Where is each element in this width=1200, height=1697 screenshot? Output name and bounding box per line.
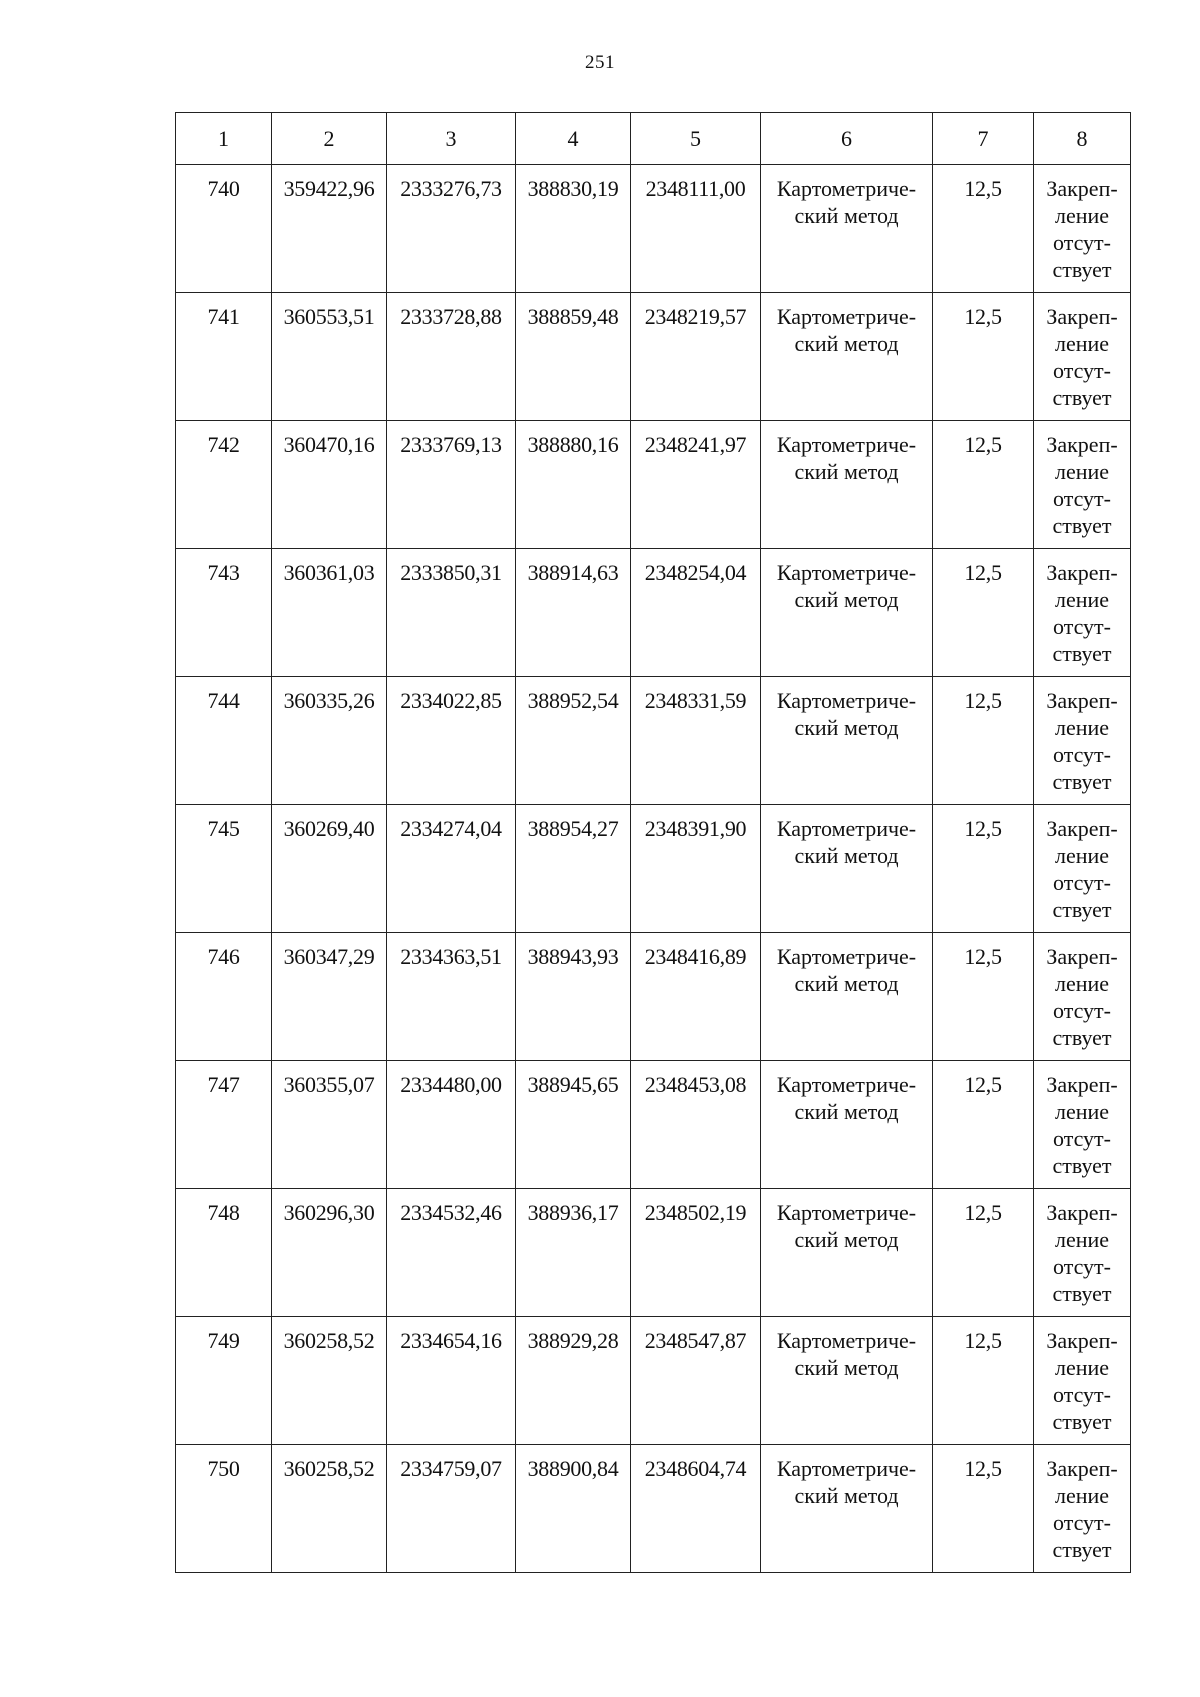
coordinate-cell: 2348254,04 xyxy=(631,549,761,677)
coordinate-cell: 360269,40 xyxy=(272,805,387,933)
column-header: 8 xyxy=(1034,113,1131,165)
column-header: 7 xyxy=(933,113,1034,165)
method-cell xyxy=(761,933,933,1061)
column-header: 3 xyxy=(387,113,516,165)
coordinate-cell: 388900,84 xyxy=(516,1445,631,1573)
method-cell xyxy=(761,677,933,805)
accuracy-cell: 12,5 xyxy=(933,165,1034,293)
fixing-cell xyxy=(1034,933,1131,1061)
coordinate-cell: 2348547,87 xyxy=(631,1317,761,1445)
column-header: 1 xyxy=(176,113,272,165)
fixing-cell xyxy=(1034,805,1131,933)
fixing-cell-text: Закреп- ление отсут- ствует xyxy=(1046,176,1118,282)
method-cell-text: Картометриче- ский метод xyxy=(776,944,917,996)
coordinate-cell: 2333276,73 xyxy=(387,165,516,293)
coordinate-cell: 360347,29 xyxy=(272,933,387,1061)
method-cell-text: Картометриче- ский метод xyxy=(776,1200,917,1252)
table-header-row xyxy=(176,113,1131,165)
method-cell-text: Картометриче- ский метод xyxy=(776,816,917,868)
method-cell-text: Картометриче- ский метод xyxy=(776,176,917,228)
fixing-cell-text: Закреп- ление отсут- ствует xyxy=(1046,816,1118,922)
coordinate-cell: 2333728,88 xyxy=(387,293,516,421)
coordinate-cell: 360355,07 xyxy=(272,1061,387,1189)
fixing-cell-text: Закреп- ление отсут- ствует xyxy=(1046,1072,1118,1178)
table-row xyxy=(176,1317,1131,1445)
accuracy-cell: 12,5 xyxy=(933,1061,1034,1189)
table-row xyxy=(176,549,1131,677)
coordinate-cell: 2348502,19 xyxy=(631,1189,761,1317)
method-cell-text: Картометриче- ский метод xyxy=(776,432,917,484)
method-cell xyxy=(761,549,933,677)
point-number-cell: 745 xyxy=(176,805,272,933)
coordinate-cell: 360258,52 xyxy=(272,1317,387,1445)
coordinate-cell: 2348416,89 xyxy=(631,933,761,1061)
coordinate-cell: 388830,19 xyxy=(516,165,631,293)
accuracy-cell: 12,5 xyxy=(933,933,1034,1061)
table-row xyxy=(176,165,1131,293)
coordinate-cell: 388929,28 xyxy=(516,1317,631,1445)
method-cell xyxy=(761,165,933,293)
coordinate-cell: 2348331,59 xyxy=(631,677,761,805)
method-cell-text: Картометриче- ский метод xyxy=(776,1328,917,1380)
fixing-cell-text: Закреп- ление отсут- ствует xyxy=(1046,944,1118,1050)
accuracy-cell: 12,5 xyxy=(933,1317,1034,1445)
table-body xyxy=(176,165,1131,1573)
method-cell-text: Картометриче- ский метод xyxy=(776,560,917,612)
point-number-cell: 741 xyxy=(176,293,272,421)
coordinate-cell: 388945,65 xyxy=(516,1061,631,1189)
method-cell-text: Картометриче- ский метод xyxy=(776,688,917,740)
point-number-cell: 740 xyxy=(176,165,272,293)
method-cell-text: Картометриче- ский метод xyxy=(776,1072,917,1124)
table-row xyxy=(176,1445,1131,1573)
coordinate-cell: 360296,30 xyxy=(272,1189,387,1317)
table-row xyxy=(176,293,1131,421)
coordinate-cell: 359422,96 xyxy=(272,165,387,293)
method-cell-text: Картометриче- ский метод xyxy=(776,304,917,356)
fixing-cell xyxy=(1034,1317,1131,1445)
fixing-cell xyxy=(1034,293,1131,421)
fixing-cell-text: Закреп- ление отсут- ствует xyxy=(1046,432,1118,538)
column-header: 6 xyxy=(761,113,933,165)
table-row xyxy=(176,805,1131,933)
table-row xyxy=(176,933,1131,1061)
page-number: 251 xyxy=(585,52,615,73)
coordinate-cell: 388954,27 xyxy=(516,805,631,933)
fixing-cell-text: Закреп- ление отсут- ствует xyxy=(1046,560,1118,666)
coordinate-cell: 2334654,16 xyxy=(387,1317,516,1445)
coordinate-cell: 360258,52 xyxy=(272,1445,387,1573)
accuracy-cell: 12,5 xyxy=(933,805,1034,933)
fixing-cell xyxy=(1034,165,1131,293)
coordinate-cell: 2348219,57 xyxy=(631,293,761,421)
column-header: 4 xyxy=(516,113,631,165)
fixing-cell xyxy=(1034,549,1131,677)
method-cell xyxy=(761,805,933,933)
table-row xyxy=(176,421,1131,549)
accuracy-cell: 12,5 xyxy=(933,293,1034,421)
coordinate-cell: 2334532,46 xyxy=(387,1189,516,1317)
accuracy-cell: 12,5 xyxy=(933,549,1034,677)
fixing-cell-text: Закреп- ление отсут- ствует xyxy=(1046,688,1118,794)
method-cell xyxy=(761,1189,933,1317)
point-number-cell: 748 xyxy=(176,1189,272,1317)
coordinate-cell: 2333769,13 xyxy=(387,421,516,549)
fixing-cell xyxy=(1034,1189,1131,1317)
point-number-cell: 749 xyxy=(176,1317,272,1445)
fixing-cell xyxy=(1034,421,1131,549)
coordinate-cell: 2334363,51 xyxy=(387,933,516,1061)
coordinate-cell: 2333850,31 xyxy=(387,549,516,677)
coordinate-cell: 360470,16 xyxy=(272,421,387,549)
accuracy-cell: 12,5 xyxy=(933,1189,1034,1317)
coordinate-cell: 388943,93 xyxy=(516,933,631,1061)
coordinate-cell: 2348391,90 xyxy=(631,805,761,933)
fixing-cell-text: Закреп- ление отсут- ствует xyxy=(1046,304,1118,410)
coordinate-cell: 360335,26 xyxy=(272,677,387,805)
coordinate-cell: 2348604,74 xyxy=(631,1445,761,1573)
method-cell-text: Картометриче- ский метод xyxy=(776,1456,917,1508)
accuracy-cell: 12,5 xyxy=(933,1445,1034,1573)
coordinate-cell: 2334759,07 xyxy=(387,1445,516,1573)
fixing-cell-text: Закреп- ление отсут- ствует xyxy=(1046,1456,1118,1562)
coordinate-cell: 388859,48 xyxy=(516,293,631,421)
method-cell xyxy=(761,1445,933,1573)
point-number-cell: 744 xyxy=(176,677,272,805)
coordinate-cell: 2348453,08 xyxy=(631,1061,761,1189)
coordinate-cell: 360553,51 xyxy=(272,293,387,421)
point-number-cell: 742 xyxy=(176,421,272,549)
fixing-cell-text: Закреп- ление отсут- ствует xyxy=(1046,1328,1118,1434)
point-number-cell: 746 xyxy=(176,933,272,1061)
point-number-cell: 747 xyxy=(176,1061,272,1189)
point-number-cell: 743 xyxy=(176,549,272,677)
coordinate-cell: 2348111,00 xyxy=(631,165,761,293)
coordinate-cell: 2334480,00 xyxy=(387,1061,516,1189)
method-cell xyxy=(761,293,933,421)
table-row xyxy=(176,1189,1131,1317)
column-header: 5 xyxy=(631,113,761,165)
coordinate-cell: 388914,63 xyxy=(516,549,631,677)
coordinate-cell: 388880,16 xyxy=(516,421,631,549)
column-header: 2 xyxy=(272,113,387,165)
point-number-cell: 750 xyxy=(176,1445,272,1573)
fixing-cell xyxy=(1034,1061,1131,1189)
table-row xyxy=(176,1061,1131,1189)
accuracy-cell: 12,5 xyxy=(933,677,1034,805)
coordinate-cell: 388936,17 xyxy=(516,1189,631,1317)
fixing-cell xyxy=(1034,1445,1131,1573)
coordinate-cell: 388952,54 xyxy=(516,677,631,805)
coordinates-table xyxy=(175,112,1131,1573)
method-cell xyxy=(761,421,933,549)
coordinate-cell: 2334022,85 xyxy=(387,677,516,805)
fixing-cell xyxy=(1034,677,1131,805)
method-cell xyxy=(761,1061,933,1189)
table-row xyxy=(176,677,1131,805)
coordinate-cell: 2348241,97 xyxy=(631,421,761,549)
coordinate-cell: 360361,03 xyxy=(272,549,387,677)
accuracy-cell: 12,5 xyxy=(933,421,1034,549)
method-cell xyxy=(761,1317,933,1445)
coordinate-cell: 2334274,04 xyxy=(387,805,516,933)
fixing-cell-text: Закреп- ление отсут- ствует xyxy=(1046,1200,1118,1306)
